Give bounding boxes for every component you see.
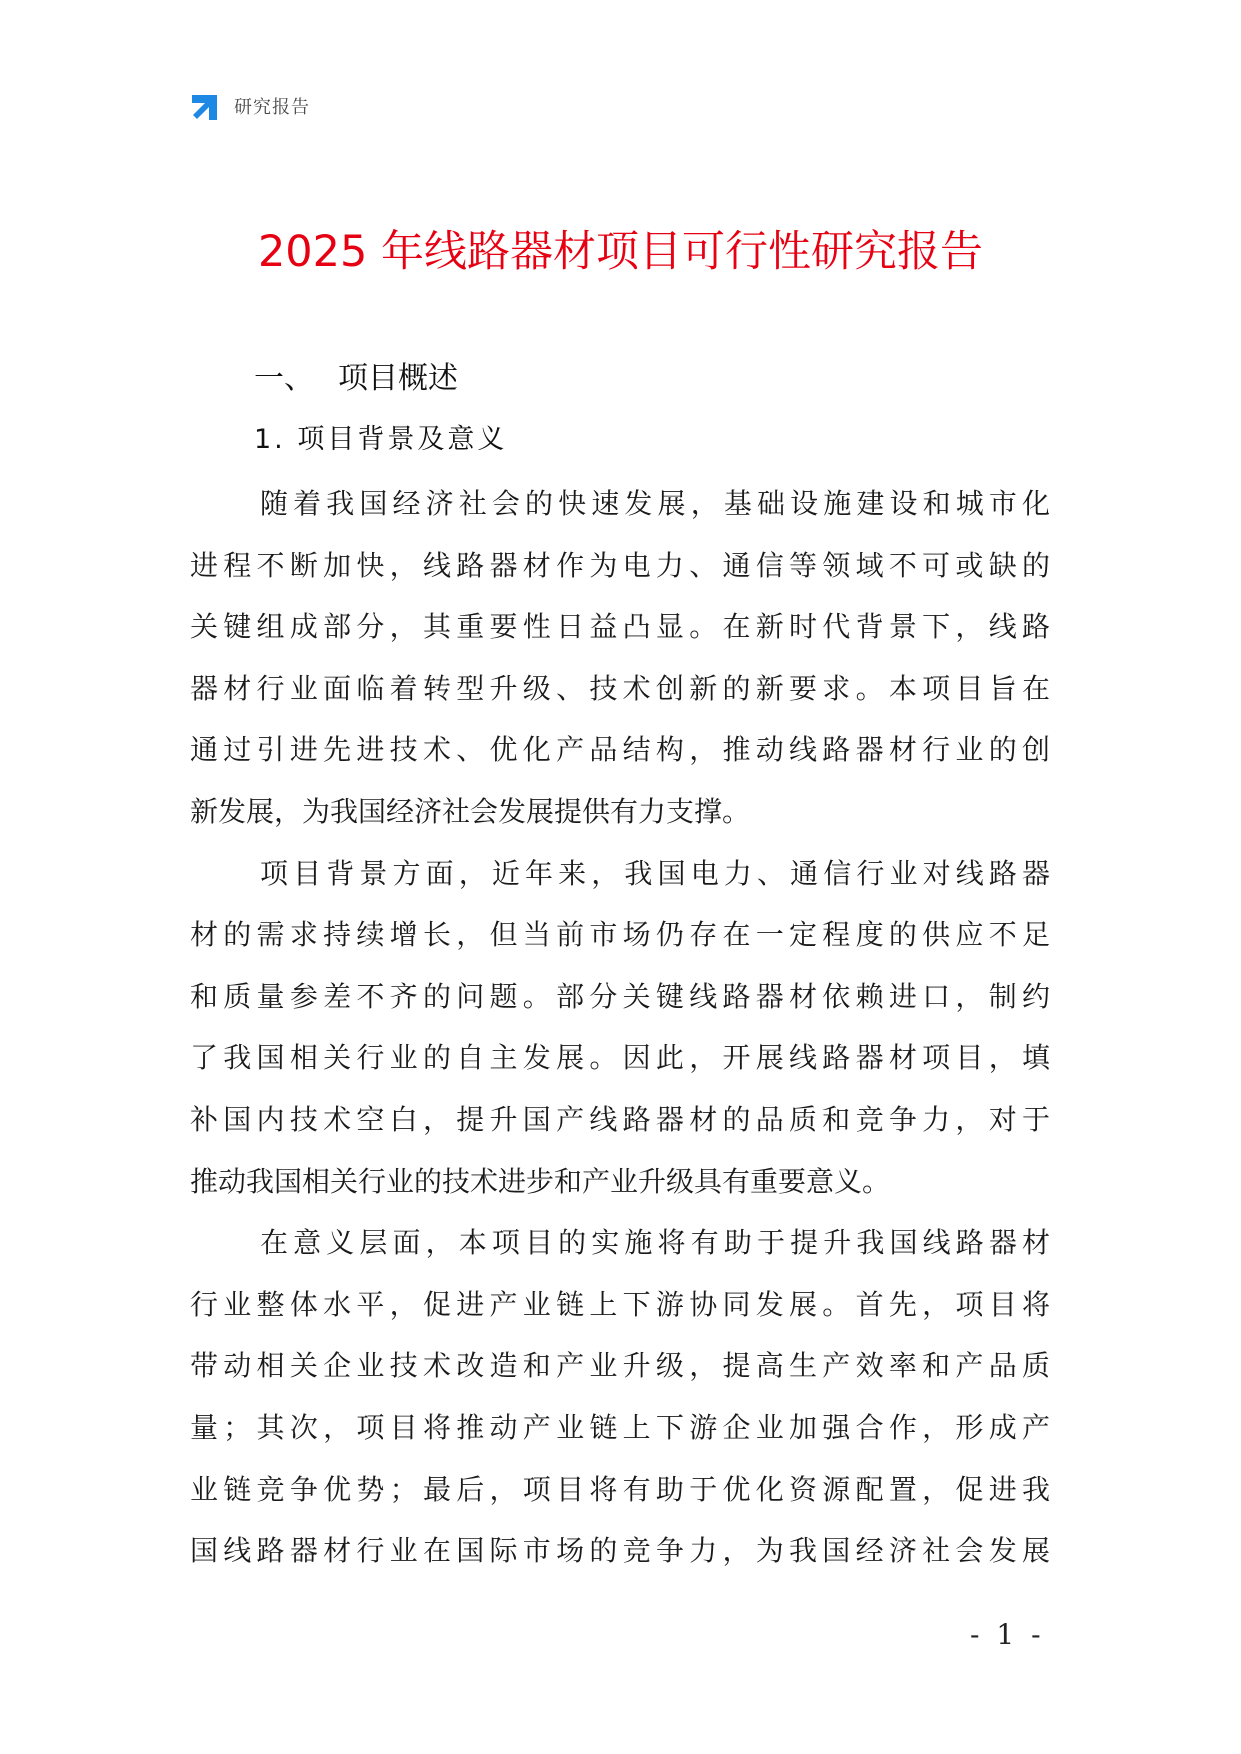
text-line: 在意义层面，本项目的实施将有助于提升我国线路器材 — [260, 1226, 1050, 1260]
section-heading — [254, 358, 458, 400]
text-line: 带动相关企业技术改造和产业升级，提高生产效率和产品质 — [190, 1349, 1050, 1383]
document-header — [190, 90, 310, 122]
text-line: 了我国相关行业的自主发展。因此，开展线路器材项目，填 — [190, 1041, 1050, 1075]
text-line: 器材行业面临着转型升级、技术创新的新要求。本项目旨在 — [190, 671, 1050, 705]
header-label: 研究报告 — [234, 97, 310, 118]
text-line: 行业整体水平，促进产业链上下游协同发展。首先，项目将 — [190, 1287, 1050, 1321]
text-line: 进程不断加快，线路器材作为电力、通信等领域不可或缺的 — [190, 548, 1050, 582]
text-line: 国线路器材行业在国际市场的竞争力，为我国经济社会发展 — [190, 1534, 1050, 1568]
section-title: 项目概述 — [338, 361, 458, 396]
text-line: 业链竞争优势；最后，项目将有助于优化资源配置，促进我 — [190, 1472, 1050, 1506]
body-text — [190, 473, 1050, 1582]
text-line: 补国内技术空白，提升国产线路器材的品质和竞争力，对于 — [190, 1102, 1050, 1136]
text-line: 量；其次，项目将推动产业链上下游企业加强合作，形成产 — [190, 1410, 1050, 1444]
section-number: 一、 — [254, 361, 314, 396]
paragraph — [190, 843, 1050, 1213]
text-line: 项目背景方面，近年来，我国电力、通信行业对线路器 — [260, 856, 1050, 890]
paragraph — [190, 1212, 1050, 1582]
subsection-heading: 1. 项目背景及意义 — [254, 424, 508, 455]
arrow-up-right-icon — [190, 91, 221, 122]
paragraph — [190, 473, 1050, 843]
text-line: 通过引进先进技术、优化产品结构，推动线路器材行业的创 — [190, 733, 1050, 767]
text-line: 推动我国相关行业的技术进步和产业升级具有重要意义。 — [190, 1164, 891, 1198]
document-title: 2025 年线路器材项目可行性研究报告 — [257, 227, 984, 277]
text-line: 新发展，为我国经济社会发展提供有力支撑。 — [190, 794, 751, 828]
text-line: 和质量参差不齐的问题。部分关键线路器材依赖进口，制约 — [190, 979, 1050, 1013]
page-number: - 1 - — [970, 1618, 1045, 1651]
text-line: 材的需求持续增长，但当前市场仍存在一定程度的供应不足 — [190, 918, 1050, 952]
text-line: 关键组成部分，其重要性日益凸显。在新时代背景下，线路 — [190, 610, 1050, 644]
text-line: 随着我国经济社会的快速发展，基础设施建设和城市化 — [260, 487, 1050, 520]
